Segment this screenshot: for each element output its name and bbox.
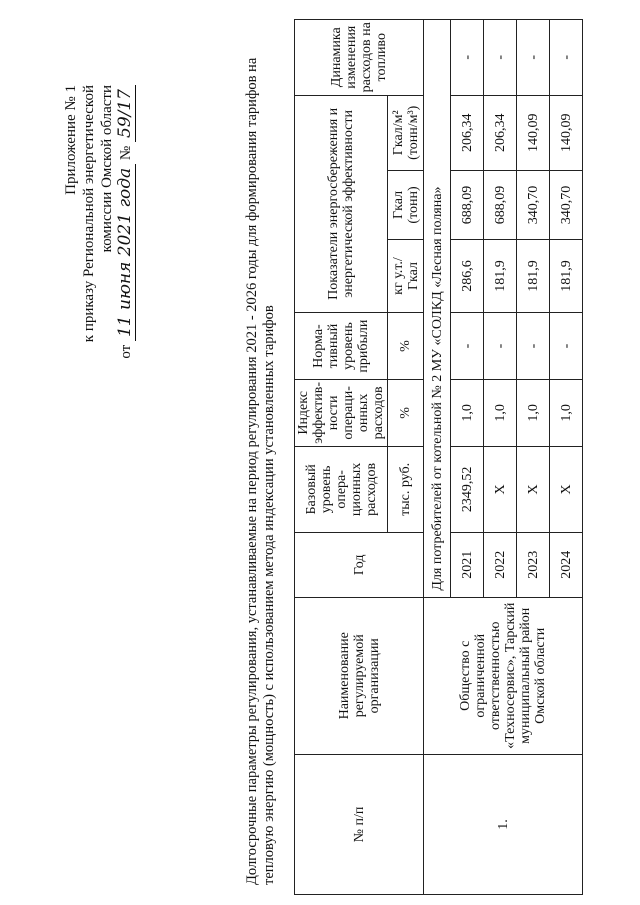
cell-year: 2024 — [550, 532, 583, 597]
cell-profit: - — [550, 313, 583, 380]
cell-index: 1,0 — [484, 379, 517, 446]
header-year: Год — [295, 532, 424, 597]
appendix-header — [62, 85, 135, 385]
handwritten-number: 59/17 — [115, 85, 136, 142]
organization-name: Общество с ограниченной ответственностью «Техносервис», Тарский муниципальный район Омской области — [424, 597, 583, 754]
cell-profit: - — [484, 313, 517, 380]
cell-indicator-2: 340,70 — [517, 170, 550, 239]
appendix-order-ref: к приказу Региональной энергетической — [81, 85, 97, 343]
cell-base: Х — [517, 446, 550, 532]
cell-fuel: - — [451, 20, 484, 96]
cell-indicator-2: 688,09 — [451, 170, 484, 239]
cell-indicator-1: 181,9 — [550, 239, 583, 312]
cell-profit: - — [451, 313, 484, 380]
cell-year: 2021 — [451, 532, 484, 597]
header-org: Наименование регулируемой организации — [295, 597, 424, 754]
cell-fuel: - — [517, 20, 550, 96]
cell-fuel: - — [550, 20, 583, 96]
cell-base: Х — [484, 446, 517, 532]
cell-index: 1,0 — [451, 379, 484, 446]
header-efficiency-index: Индекс эффектив-ности операци-онных расходов — [295, 379, 388, 446]
table-row — [424, 20, 451, 895]
cell-year: 2022 — [484, 532, 517, 597]
header-num: № п/п — [295, 754, 424, 894]
header-profit-level: Норма-тивный уровень прибыли — [295, 313, 388, 380]
cell-indicator-1: 286,6 — [451, 239, 484, 312]
row-number: 1. — [424, 754, 583, 894]
cell-base: 2349,52 — [451, 446, 484, 532]
cell-indicator-1: 181,9 — [484, 239, 517, 312]
section-label: Для потребителей от котельной № 2 МУ «СОЛКД «Лесная поляна» — [424, 20, 451, 598]
document-title: Долгосрочные параметры регулирования, устанавливаемые на период регулирования 2021 - 2026 годы для формирования тарифов на тепловую энергию (мощность) с использованием метода индексации установленных тарифов — [244, 57, 277, 885]
header-row — [295, 20, 388, 895]
cell-indicator-3: 206,34 — [451, 95, 484, 170]
unit-indicator-3: Гкал/м² (тонн/м³) — [388, 95, 424, 170]
cell-indicator-2: 688,09 — [484, 170, 517, 239]
cell-indicator-3: 140,09 — [550, 95, 583, 170]
cell-index: 1,0 — [550, 379, 583, 446]
unit-base-level: тыс. руб. — [388, 446, 424, 532]
cell-year: 2023 — [517, 532, 550, 597]
appendix-number: Приложение № 1 — [63, 85, 79, 195]
cell-indicator-2: 340,70 — [550, 170, 583, 239]
unit-indicator-2: Гкал (тонн) — [388, 170, 424, 239]
cell-indicator-1: 181,9 — [517, 239, 550, 312]
cell-fuel: - — [484, 20, 517, 96]
cell-indicator-3: 140,09 — [517, 95, 550, 170]
from-label: от — [118, 344, 134, 359]
unit-profit-level: % — [388, 313, 424, 380]
appendix-date-line — [116, 85, 135, 385]
header-energy-indicators: Показатели энергосбережения и энергетической эффективности — [295, 95, 388, 313]
parameters-table — [294, 19, 583, 895]
unit-indicator-1: кг у.т./ Гкал — [388, 239, 424, 312]
unit-efficiency-index: % — [388, 379, 424, 446]
cell-indicator-3: 206,34 — [484, 95, 517, 170]
header-fuel-dynamics: Динамика изменения расходов на топливо — [295, 20, 424, 96]
header-base-level: Базовый уровень опера-ционных расходов — [295, 446, 388, 532]
appendix-commission: комиссии Омской области — [99, 85, 115, 253]
number-label: № — [118, 145, 134, 161]
cell-base: Х — [550, 446, 583, 532]
cell-index: 1,0 — [517, 379, 550, 446]
handwritten-date: 11 июня 2021 года — [115, 164, 136, 341]
cell-profit: - — [517, 313, 550, 380]
